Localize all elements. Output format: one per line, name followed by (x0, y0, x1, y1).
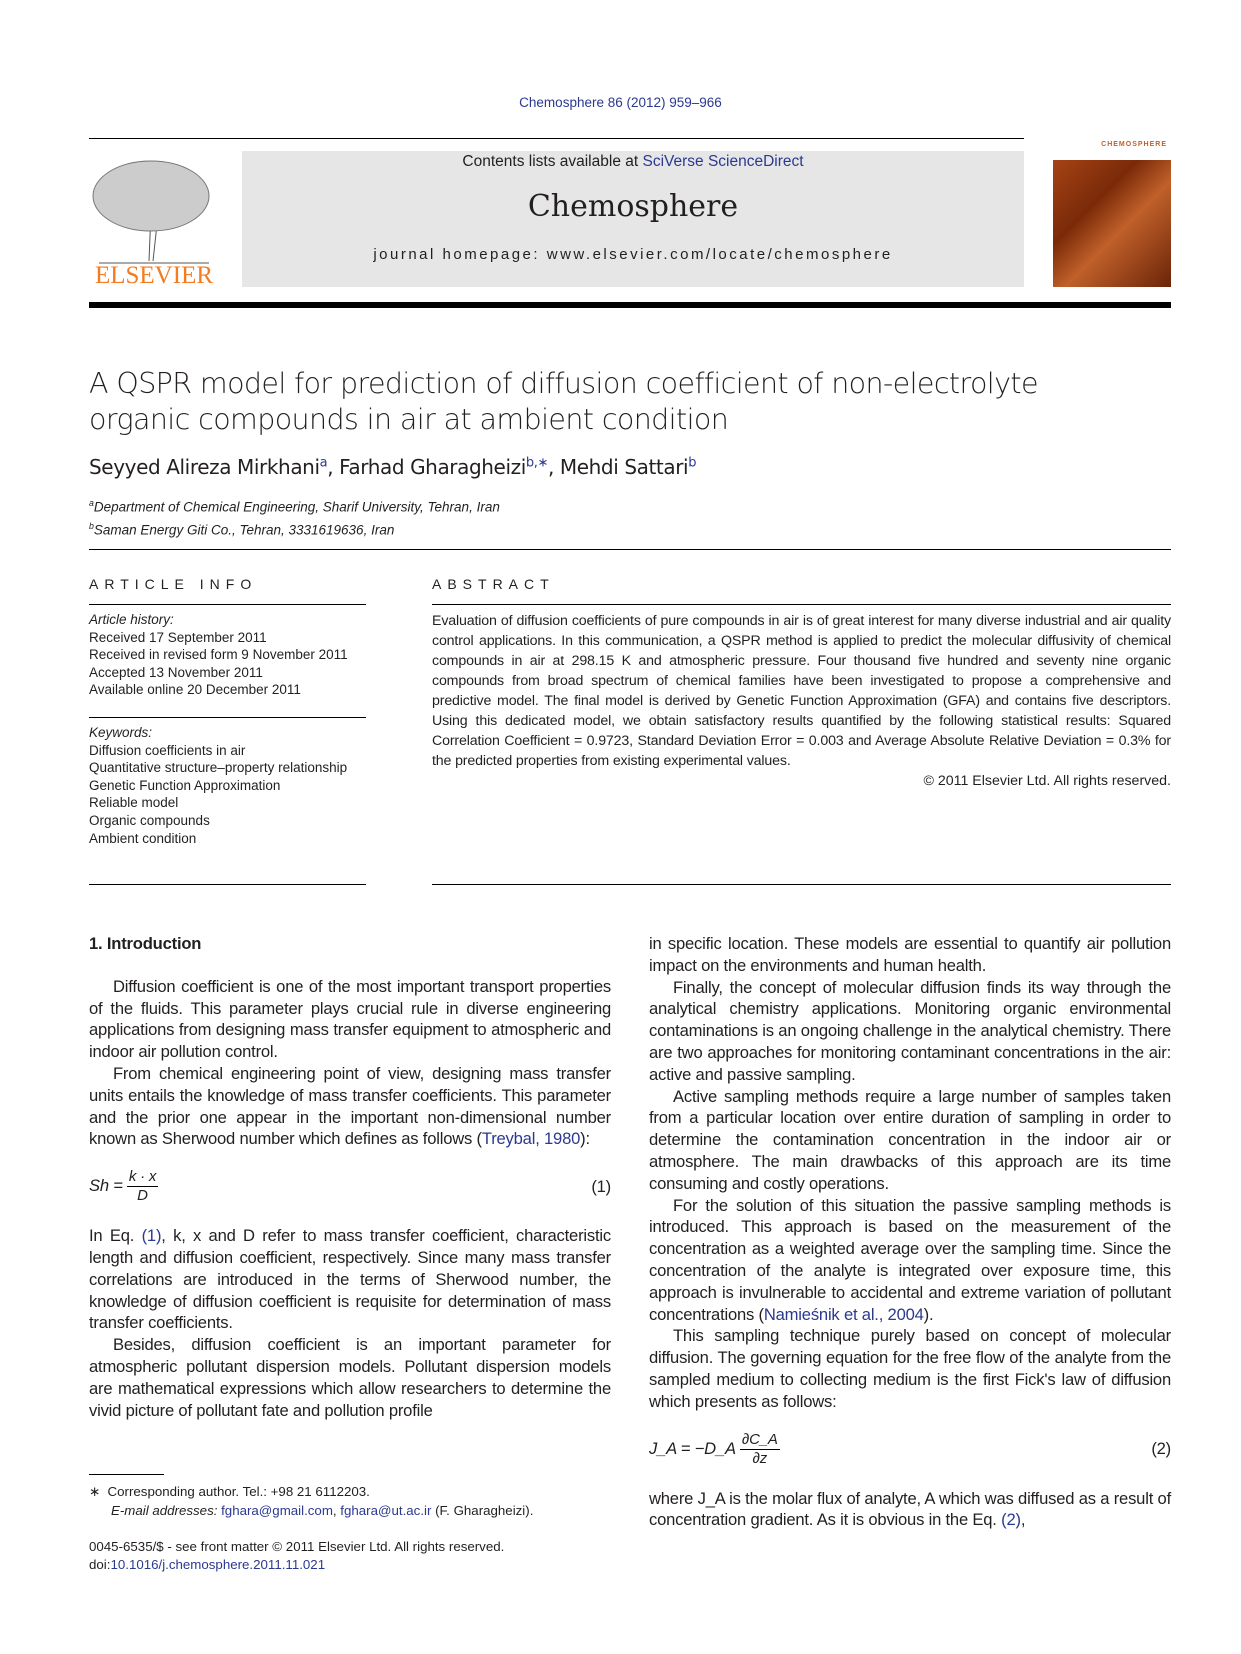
list-item: Diffusion coefficients in air (89, 742, 246, 758)
affiliation-marker[interactable]: b (688, 455, 697, 471)
paragraph: Active sampling methods require a large number of samples taken from a particular location over entire duration of sampling in order to determine the contamination concentration in the indoor air or atmosphere. The main drawbacks of this approach are its time consuming and costly operations. (649, 1086, 1171, 1193)
list-item: Reliable model (89, 795, 179, 811)
journal-homepage[interactable]: journal homepage: www.elsevier.com/locate/chemosphere (373, 246, 893, 263)
svg-text:ELSEVIER: ELSEVIER (94, 262, 214, 287)
paragraph: From chemical engineering point of view, designing mass transfer units entails the knowledge of mass transfer coefficients. This parameter and the prior one appear in the important non-dimensional number known as Sherwood number which defines as follows (Treybal, 1980): (89, 1063, 611, 1149)
list-item: Received in revised form 9 November 2011 (89, 647, 348, 663)
contents-label: Contents lists available at (462, 153, 643, 170)
affiliation-marker: a (89, 498, 94, 508)
paragraph: Besides, diffusion coefficient is an important parameter for atmospheric pollutant dispersion models. Pollutant dispersion models are mathematical expressions which allow researchers to determine the vivid picture of pollutant fate and pollution profile (89, 1335, 611, 1420)
article-title: A QSPR model for prediction of diffusion coefficient of non-electrolyte organic compounds in air at ambient condition (89, 367, 1038, 436)
list-item: Organic compounds (89, 812, 210, 828)
list-item: Accepted 13 November 2011 (89, 664, 263, 680)
journal-header-band (242, 151, 1024, 287)
abstract-heading: ABSTRACT (432, 576, 555, 592)
affiliation: Saman Energy Giti Co., Tehran, 3331619636, Iran (93, 522, 395, 537)
doi-link[interactable]: 10.1016/j.chemosphere.2011.11.021 (110, 1557, 326, 1572)
paragraph: In Eq. (1), k, x and D refer to mass transfer coefficient, characteristic length and diffusion coefficient, respectively. Since many mass transfer correlations are introduced in the terms of Sherwood number, the knowledge of diffusion coefficient is requisite for determination of mass transfer coefficients. (89, 1226, 611, 1333)
elsevier-logo (89, 151, 219, 287)
paragraph: For the solution of this situation the passive sampling methods is introduced. This approach is based on the measurement of the concentration as a weighted average over the sampling time. Since the concentration of the analyte is integrated over exposure time, this approach is invulnerable to accidental and extreme variation of pollutant concentrations (Namieśnik et al., 2004). (649, 1195, 1171, 1324)
history-label: Article history: (89, 612, 174, 627)
article-info (89, 576, 366, 847)
citation-link[interactable]: Namieśnik et al., 2004 (763, 1304, 924, 1324)
list-item: Received 17 September 2011 (89, 629, 267, 645)
paragraph: Finally, the concept of molecular diffusion finds its way through the analytical chemistry applications. Monitoring organic environmental contaminations is an ongoing challenge in the analytical chemistry. There are two approaches for monitoring contaminant concentrations in the air: active and passive sampling. (649, 977, 1171, 1084)
abstract-text: Evaluation of diffusion coefficients of pure compounds in air is of great interest for many diverse industrial and air quality control applications. In this communication, a QSPR method is applied to predict the molecular diffusivity of chemical compounds in air at 298.15 K and atmospheric pressure. Four thousand five hundred and seventy nine organic compounds from broad spectrum of chemical families have been investigated to propose a comprehensive and predictive model. The final model is derived by Genetic Function Approximation (GFA) and contains five descriptors. Using this dedicated model, we obtain satisfactory results quantified by the following statistical results: Squared Correlation Coefficient = 0.9723, Standard Deviation Error = 0.003 and Average Absolute Relative Deviation = 0.3% for the predicted properties from existing experimental values. (432, 613, 1171, 769)
list-item: Available online 20 December 2011 (89, 682, 301, 698)
citation-link[interactable]: Treybal, 1980 (481, 1129, 581, 1149)
sciencedirect-link[interactable]: SciVerse ScienceDirect (642, 153, 804, 170)
journal-name: Chemosphere (527, 189, 739, 224)
divider (89, 138, 1024, 139)
journal-cover-image: CHEMOSPHERE (1053, 138, 1171, 287)
email-link[interactable]: fghara@ut.ac.ir (340, 1503, 432, 1518)
affiliation-marker[interactable]: b,∗ (525, 455, 548, 471)
copyright: © 2011 Elsevier Ltd. All rights reserved. (923, 773, 1171, 789)
affiliations (89, 494, 500, 539)
list-item: Ambient condition (89, 830, 197, 846)
equation-ref-link[interactable]: (2) (1001, 1510, 1021, 1530)
publication-info: 0045-6535/$ - see front matter © 2011 Elsevier Ltd. All rights reserved. doi:10.1016/j.chemosphere.2011.11.021 (89, 1539, 505, 1572)
divider (89, 884, 366, 885)
right-column (649, 933, 1171, 1531)
divider (432, 884, 1171, 885)
paragraph: where J_A is the molar flux of analyte, A which was diffused as a result of concentration gradient. As it is obvious in the Eq. (2), (649, 1488, 1171, 1530)
equation-2: J_A = −D_A $\frac{\partial C\_A}{\partial z}$ (2) (649, 1430, 1171, 1467)
list-item: Quantitative structure–property relationship (89, 760, 348, 776)
divider (89, 549, 1171, 550)
header-divider (89, 302, 1171, 308)
abstract (432, 576, 1171, 789)
section-heading: 1. Introduction (89, 934, 202, 953)
list-item: Genetic Function Approximation (89, 777, 281, 793)
email-link[interactable]: fghara@gmail.com (221, 1503, 333, 1518)
article-info-heading: ARTICLE INFO (89, 576, 258, 592)
left-column (89, 933, 611, 1421)
footnote-divider (89, 1474, 164, 1475)
affiliation-marker[interactable]: a (319, 455, 328, 471)
author-list (89, 455, 696, 479)
journal-reference-link[interactable]: Chemosphere 86 (2012) 959–966 (519, 95, 722, 110)
affiliation-marker: b (89, 520, 94, 531)
footnote: ∗ Corresponding author. Tel.: +98 21 6112203. E-mail addresses: fghara@gmail.com, fghara@ut.ac.ir (F. Gharagheizi). (89, 1484, 534, 1518)
equation-1: Sh = $\frac{k \cdot x}{D}$ (1) (89, 1168, 611, 1205)
paragraph: This sampling technique purely based on concept of molecular diffusion. The governing equation for the free flow of the analyte from the sampled medium to collecting medium is the first Fick's law of diffusion which presents as follows: (649, 1326, 1171, 1411)
paragraph: in specific location. These models are essential to quantify air pollution impact on the environments and human health. (649, 934, 1171, 975)
affiliation: Department of Chemical Engineering, Sharif University, Tehran, Iran (93, 499, 500, 515)
author-name: , Mehdi Sattari (547, 455, 689, 479)
paragraph: Diffusion coefficient is one of the most important transport properties of the fluids. This parameter plays crucial rule in diverse engineering applications from designing mass transfer equipment to atmospheric and indoor air pollution control. (89, 976, 611, 1062)
keywords-label: Keywords: (89, 724, 153, 740)
author-name: Seyyed Alireza Mirkhani (89, 455, 320, 479)
author-name: , Farhad Gharagheizi (327, 455, 526, 479)
issn-line: 0045-6535/$ - see front matter © 2011 Elsevier Ltd. All rights reserved. (89, 1539, 505, 1554)
equation-ref-link[interactable]: (1) (141, 1226, 162, 1246)
